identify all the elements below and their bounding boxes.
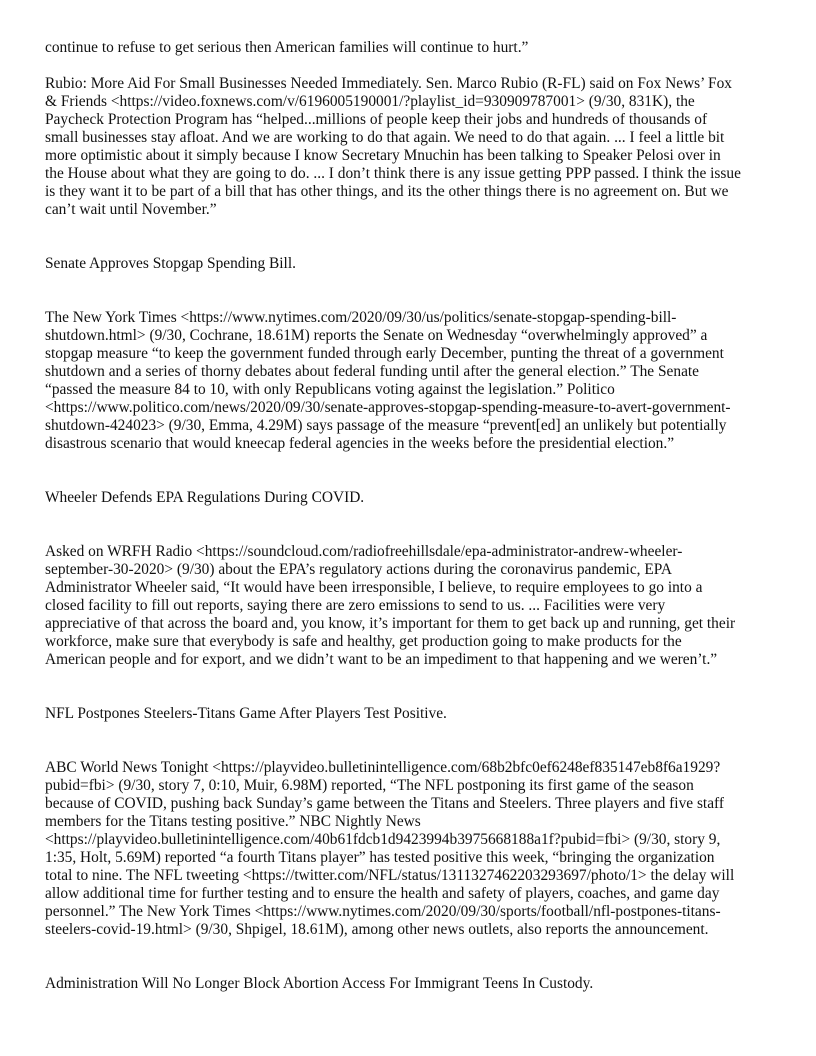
spacer xyxy=(45,939,775,975)
paragraph-wheeler-epa: Asked on WRFH Radio <https://soundcloud.com/radiofreehillsdale/epa-administrator-andrew-wheeler- september-30-2020> (9/30) about the EPA’s regulatory actions during the coronavirus pandemic, EPA Administrator Wheeler said, “It would have been irresponsible, I believe, to require employees to go into a closed facility to fill out reports, saying there are zero emissions to send to us. ... Facilities were very appreciative of that across the board and, you know, it’s important for them to get back up and running, get their workforce, make sure that everybody is safe and healthy, get production going to make products for the American people and for export, and we didn’t want to be an impediment to that happening and we weren’t.” xyxy=(45,543,736,668)
paragraph-senate-stopgap: The New York Times <https://www.nytimes.com/2020/09/30/us/politics/senate-stopgap-spending-bill- shutdown.html> (9/30, Cochrane, 18.61M) reports the Senate on Wednesday “overwhelmingly approved” a stopgap measure “to keep the government funded through early December, punting the threat of a government shutdown and a series of thorny debates about federal funding until after the general election.” The Senate “passed the measure 84 to 10, with only Republicans voting against the legislation.” Politico <https://www.politico.com/news/2020/09/30/senate-approves-stopgap-spending-measure-to-avert-government- shutdown-424023> (9/30, Emma, 4.29M) says passage of the measure “prevent[ed] an unlikely but potentially disastrous scenario that would kneecap federal agencies in the weeks before the presidential election.” xyxy=(45,309,731,452)
spacer xyxy=(45,507,775,543)
spacer xyxy=(45,273,775,309)
headline-nfl-postpones: NFL Postpones Steelers-Titans Game After Players Test Positive. xyxy=(45,705,447,722)
paragraph-rubio-aid: Rubio: More Aid For Small Businesses Needed Immediately. Sen. Marco Rubio (R-FL) said on Fox News’ Fox & Friends <https://video.foxnews.com/v/6196005190001/?playlist_id=930909787001> (9/30, 831K), the Paycheck Protection Program has “helped...millions of people keep their jobs and hundreds of thousands of small businesses stay afloat. And we are working to do that again. We need to do that again. ... I feel a little bit more optimistic about it simply because I know Secretary Mnuchin has been talking to Speaker Pelosi over in the House about what they are going to do. ... I don’t think there is any issue getting PPP passed. I think the issue is they want it to be part of a bill that has other things, and its the other things there is no agreement on. But we can’t wait until November.” xyxy=(45,75,741,218)
document-page xyxy=(45,39,775,993)
paragraph-continued-quote: continue to refuse to get serious then American families will continue to hurt.” xyxy=(45,39,529,56)
spacer xyxy=(45,57,775,75)
spacer xyxy=(45,453,775,489)
headline-wheeler-epa: Wheeler Defends EPA Regulations During COVID. xyxy=(45,489,365,506)
spacer xyxy=(45,723,775,759)
spacer xyxy=(45,669,775,705)
paragraph-nfl-postpones: ABC World News Tonight <https://playvideo.bulletinintelligence.com/68b2bfc0ef6248ef835147eb8f6a1929? pubid=fbi> (9/30, story 7, 0:10, Muir, 6.98M) reported, “The NFL postponing its first game of the season because of COVID, pushing back Sunday’s game between the Titans and Steelers. Three players and five staff members for the Titans testing positive.” NBC Nightly News <https://playvideo.bulletinintelligence.com/40b61fdcb1d9423994b3975668188a1f?pubid=fbi> (9/30, story 9, 1:35, Holt, 5.69M) reported “a fourth Titans player” has tested positive this week, “bringing the organization total to nine. The NFL tweeting <https://twitter.com/NFL/status/1311327462203293697/photo/1> the delay will allow additional time for further testing and to ensure the health and safety of players, coaches, and game day personnel.” The New York Times <https://www.nytimes.com/2020/09/30/sports/football/nfl-postpones-titans- steelers-covid-19.html> (9/30, Shpigel, 18.61M), among other news outlets, also reports the announcement. xyxy=(45,759,735,938)
headline-senate-stopgap: Senate Approves Stopgap Spending Bill. xyxy=(45,255,296,272)
spacer xyxy=(45,219,775,255)
headline-abortion-access: Administration Will No Longer Block Abortion Access For Immigrant Teens In Custody. xyxy=(45,975,594,992)
